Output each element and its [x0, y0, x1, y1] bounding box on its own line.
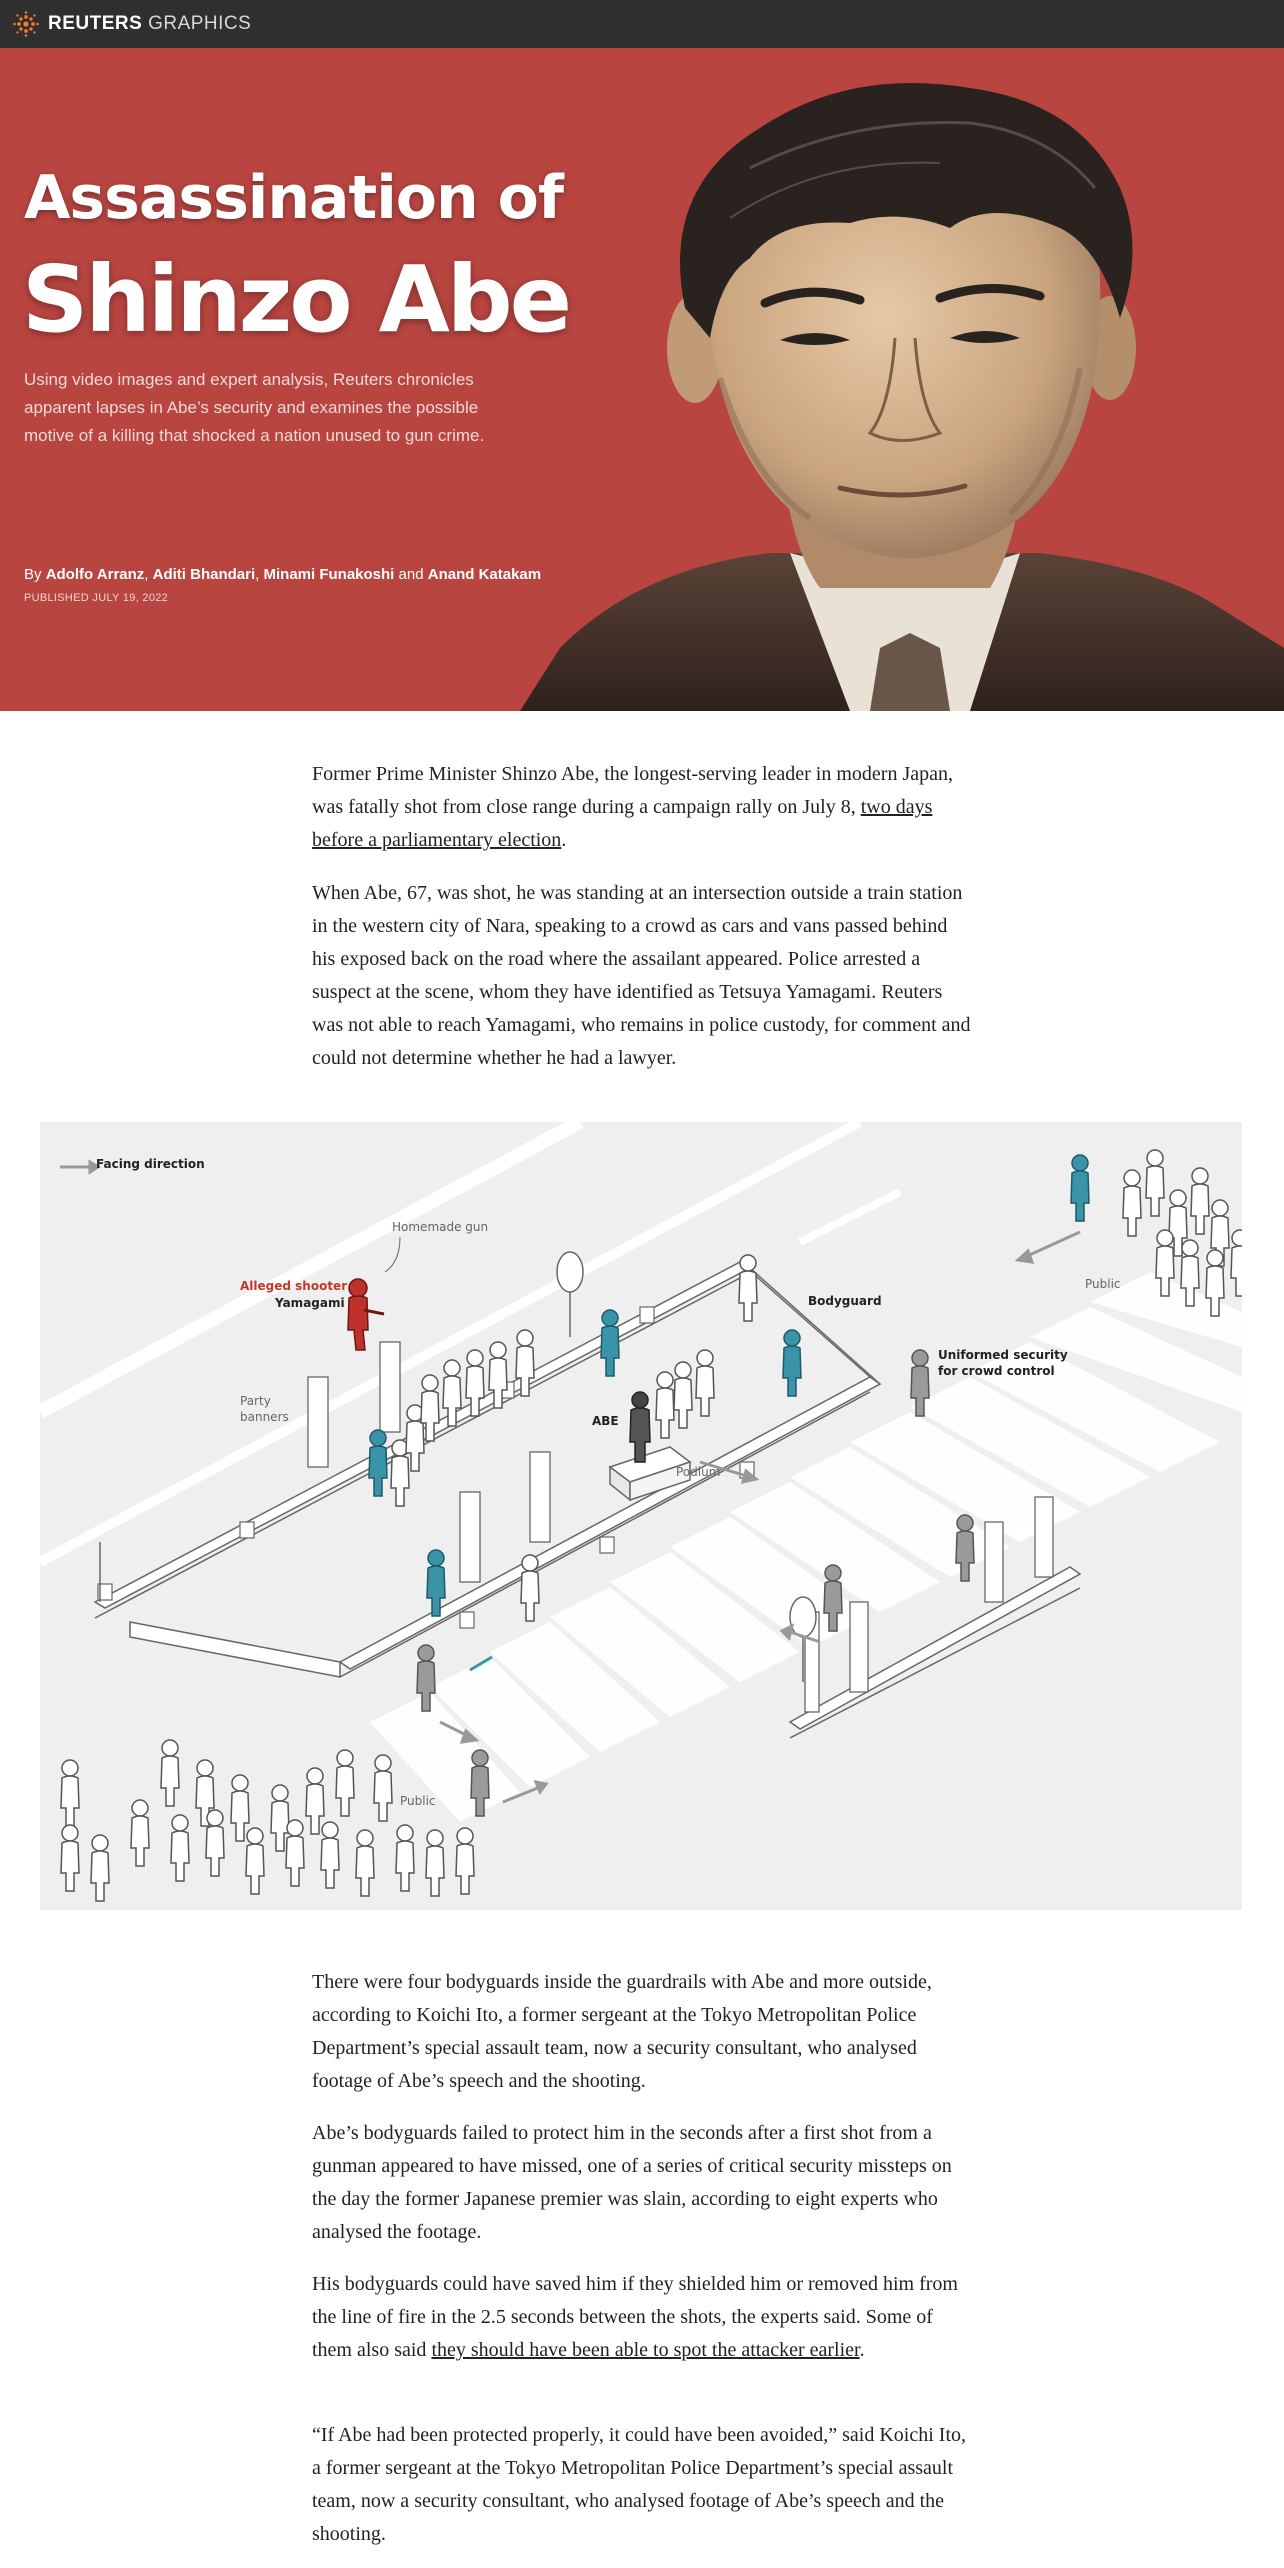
article-paragraph-4: Abe’s bodyguards failed to protect him in the seconds after a first shot from a gunman appeared to have missed, one of a series of critical security missteps on the day the former Japanese premier was slain, according to eight experts who analysed the footage. — [312, 2122, 952, 2243]
byline-separator: , — [255, 566, 260, 583]
byline-separator: , — [144, 566, 149, 583]
reuters-logo-icon — [12, 10, 40, 38]
brand-light: GRAPHICS — [148, 13, 252, 34]
author-link[interactable]: Aditi Bhandari — [152, 566, 256, 583]
byline-prefix: By — [24, 566, 42, 583]
article-paragraph-3: There were four bodyguards inside the guardrails with Abe and more outside, according to Koichi Ito, a former sergeant at the Tokyo Metropolitan Police Department’s special assault team, now a security consultant, who analysed footage of Abe’s speech and the shooting. — [312, 1971, 932, 2092]
label-podium: Podium — [676, 1465, 721, 1479]
label-uniformed-security-2: for crowd control — [938, 1364, 1055, 1378]
paragraph-text: Former Prime Minister Shinzo Abe, the longest-serving leader in modern Japan, was fatally shot from close range during a campaign rally on July 8, — [312, 763, 953, 818]
election-link[interactable]: two days before a parliamentary election — [312, 796, 933, 851]
published-date: PUBLISHED JULY 19, 2022 — [24, 592, 169, 604]
scene-illustration — [40, 1122, 1242, 1910]
byline-and: and — [398, 566, 424, 583]
label-public-right: Public — [1085, 1277, 1121, 1291]
label-uniformed-security-1: Uniformed security — [938, 1348, 1068, 1362]
label-bodyguard: Bodyguard — [808, 1294, 882, 1308]
label-shooter-name: Yamagami — [275, 1296, 345, 1310]
label-party-banners-1: Party — [240, 1394, 271, 1408]
spot-attacker-link[interactable]: they should have been able to spot the attacker earlier — [431, 2339, 860, 2361]
headline-line-1: Assassination of — [24, 163, 563, 233]
paragraph-text: His bodyguards could have saved him if they shielded him or removed him from the line of fire in the 2.5 seconds between the shots, the experts said. Some of them also said — [312, 2273, 958, 2361]
abe-portrait-illustration — [520, 48, 1284, 711]
label-alleged-shooter: Alleged shooter — [240, 1279, 348, 1293]
site-header — [0, 0, 1284, 48]
reuters-graphics-logo[interactable] — [12, 10, 251, 38]
headline-line-2: Shinzo Abe — [22, 246, 570, 353]
article-paragraph-2: When Abe, 67, was shot, he was standing at an intersection outside a train station in the western city of Nara, speaking to a crowd as cars and vans passed behind his exposed back on the road where the assailant appeared. Police arrested a suspect at the scene, whom they have identified as Tetsuya Yamagami. Reuters was not able to reach Yamagami, who remains in police custody, for comment and could not determine whether he had a lawyer. — [312, 882, 971, 1069]
brand-bold: REUTERS — [48, 13, 143, 34]
article-paragraph-1 — [312, 758, 972, 857]
hero-subtitle: Using video images and expert analysis, Reuters chronicles apparent lapses in Abe’s security and examines the possible motive of a killing that shocked a nation unused to gun crime. — [24, 370, 485, 445]
label-homemade-gun: Homemade gun — [392, 1220, 489, 1234]
author-link[interactable]: Adolfo Arranz — [45, 566, 145, 583]
hero — [0, 48, 1284, 711]
intersection-diagram — [40, 1122, 1242, 1910]
author-link[interactable]: Anand Katakam — [427, 566, 542, 583]
author-link[interactable]: Minami Funakoshi — [263, 566, 395, 583]
label-abe: ABE — [592, 1414, 619, 1428]
brand-name — [48, 13, 251, 35]
article-paragraph-5 — [312, 2268, 972, 2367]
label-party-banners-2: banners — [240, 1410, 289, 1424]
byline — [24, 566, 541, 583]
paragraph-end: . — [859, 2339, 865, 2361]
paragraph-end: . — [561, 829, 567, 851]
article-paragraph-6: “If Abe had been protected properly, it could have been avoided,” said Koichi Ito, a former sergeant at the Tokyo Metropolitan Police Department’s special assault team, now a security consultant, who analysed footage of Abe’s speech and the shooting. — [312, 2424, 967, 2545]
legend-facing-direction: Facing direction — [96, 1157, 205, 1171]
label-public-bottom: Public — [400, 1794, 436, 1808]
